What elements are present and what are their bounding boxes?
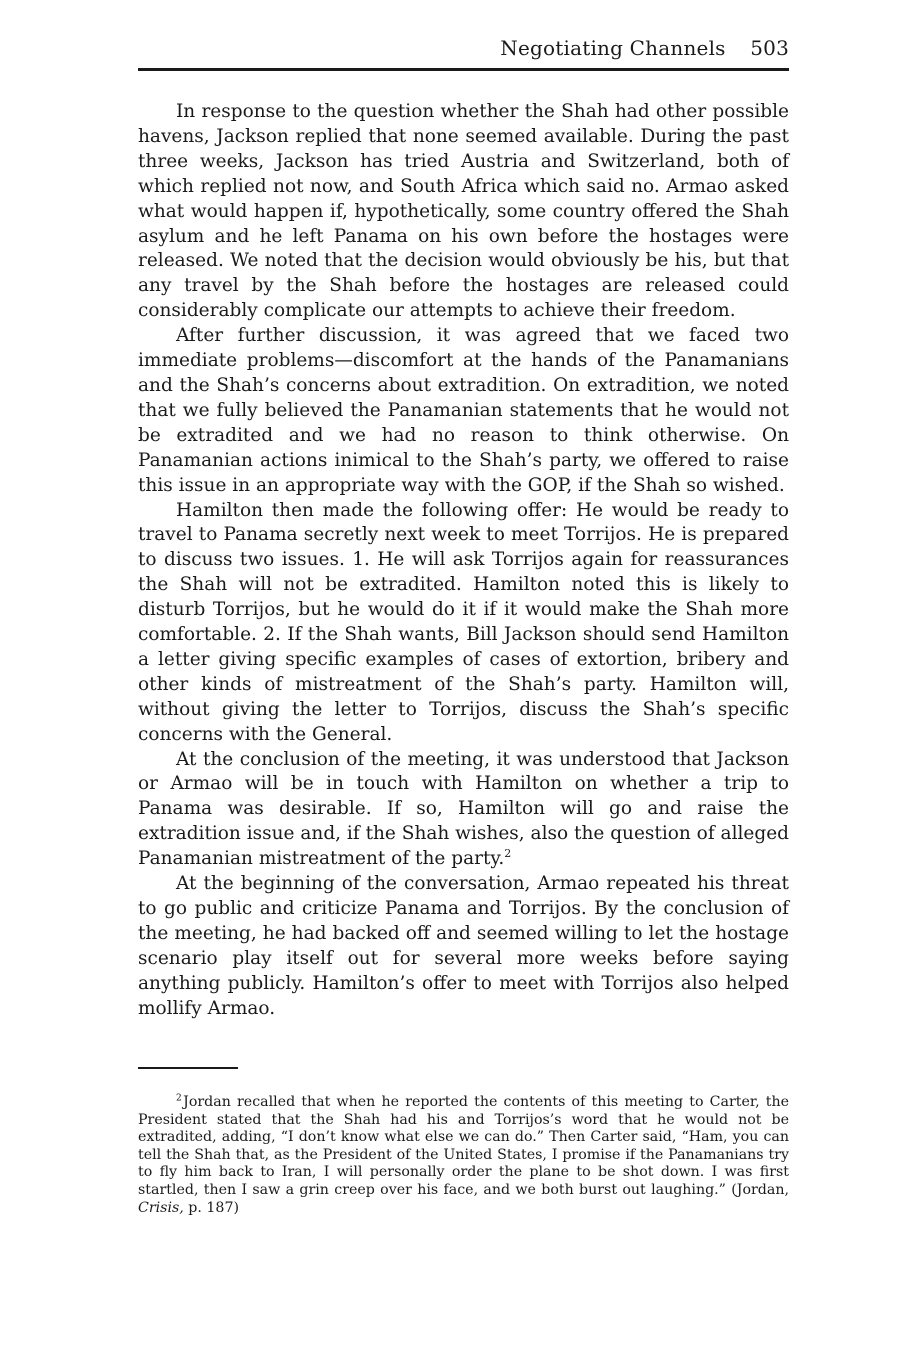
footnote-source-title: Crisis, <box>138 1199 184 1216</box>
footnote-rule <box>138 1067 238 1069</box>
paragraph-4-text: At the conclusion of the meeting, it was understood that Jackson or Armao will be in touch with Hamilton on whether a trip to Panama was desirable. If so, Hamilton will go and raise the extradition issue and, if the Shah wishes, also the question of alleged Panamanian mistreatment of the party. <box>138 748 789 870</box>
paragraph-1: In response to the question whether the Shah had other possible havens, Jackson replied that none seemed available. During the past three weeks, Jackson has tried Austria and Switzerland, both of which replied not now, and South Africa which said no. Armao asked what would happen if, hypothetically, some country offered the Shah asylum and he left Panama on his own before the hostages were released. We noted that the decision would obviously be his, but that any travel by the Shah before the hostages are released could considerably complicate our attempts to achieve their freedom. <box>138 101 789 322</box>
paragraph-2: After further discussion, it was agreed that we faced two immediate problems—discomfort at the hands of the Panamanians and the Shah’s concerns about extradition. On extradition, we noted that we fully believed the Panamanian statements that he would not be extradited and we had no reason to think otherwise. On Panamanian actions inimical to the Shah’s party, we offered to raise this issue in an appropriate way with the GOP, if the Shah so wished. <box>138 325 789 496</box>
paragraph-5: At the beginning of the conversation, Armao repeated his threat to go public and criticize Panama and Torrijos. By the conclusion of the meeting, he had backed off and seemed willing to let the hostage scenario play itself out for several more weeks before saying anything publicly. Hamilton’s offer to meet with Torrijos also helped mollify Armao. <box>138 873 789 1019</box>
paragraph-4 <box>138 748 789 873</box>
page-number: 503 <box>750 36 789 60</box>
running-title: Negotiating Channels <box>500 36 726 60</box>
footnote <box>138 1094 789 1217</box>
header-rule <box>138 68 789 71</box>
footnote-source-page: p. 187) <box>183 1199 240 1216</box>
footnote-marker: 2 <box>176 1093 182 1104</box>
footnote-reference: 2 <box>504 847 512 861</box>
footnote-text: Jordan recalled that when he reported the contents of this meeting to Carter, the President stated that the Shah had his and Torrijos’s word that he would not be extradited, adding, “I don’t know what else we can do.” Then Carter said, “Ham, you can tell the Shah that, as the President of the United States, I promise if the Panamanians try to fly him back to Iran, I will personally order the plane to be shot down. I was first startled, then I saw a grin creep over his face, and we both burst out laughing.” (Jordan, <box>138 1094 789 1198</box>
paragraph-3: Hamilton then made the following offer: He would be ready to travel to Panama secretly next week to meet Torrijos. He is prepared to discuss two issues. 1. He will ask Torrijos again for reassurances the Shah will not be extradited. Hamilton noted this is likely to disturb Torrijos, but he would do it if it would make the Shah more comfortable. 2. If the Shah wants, Bill Jackson should send Hamilton a letter giving specific examples of cases of extortion, bribery and other kinds of mistreatment of the Shah’s party. Hamilton will, without giving the letter to Torrijos, discuss the Shah’s specific concerns with the General. <box>138 499 789 745</box>
body-text <box>138 100 789 1022</box>
running-head <box>500 36 789 60</box>
